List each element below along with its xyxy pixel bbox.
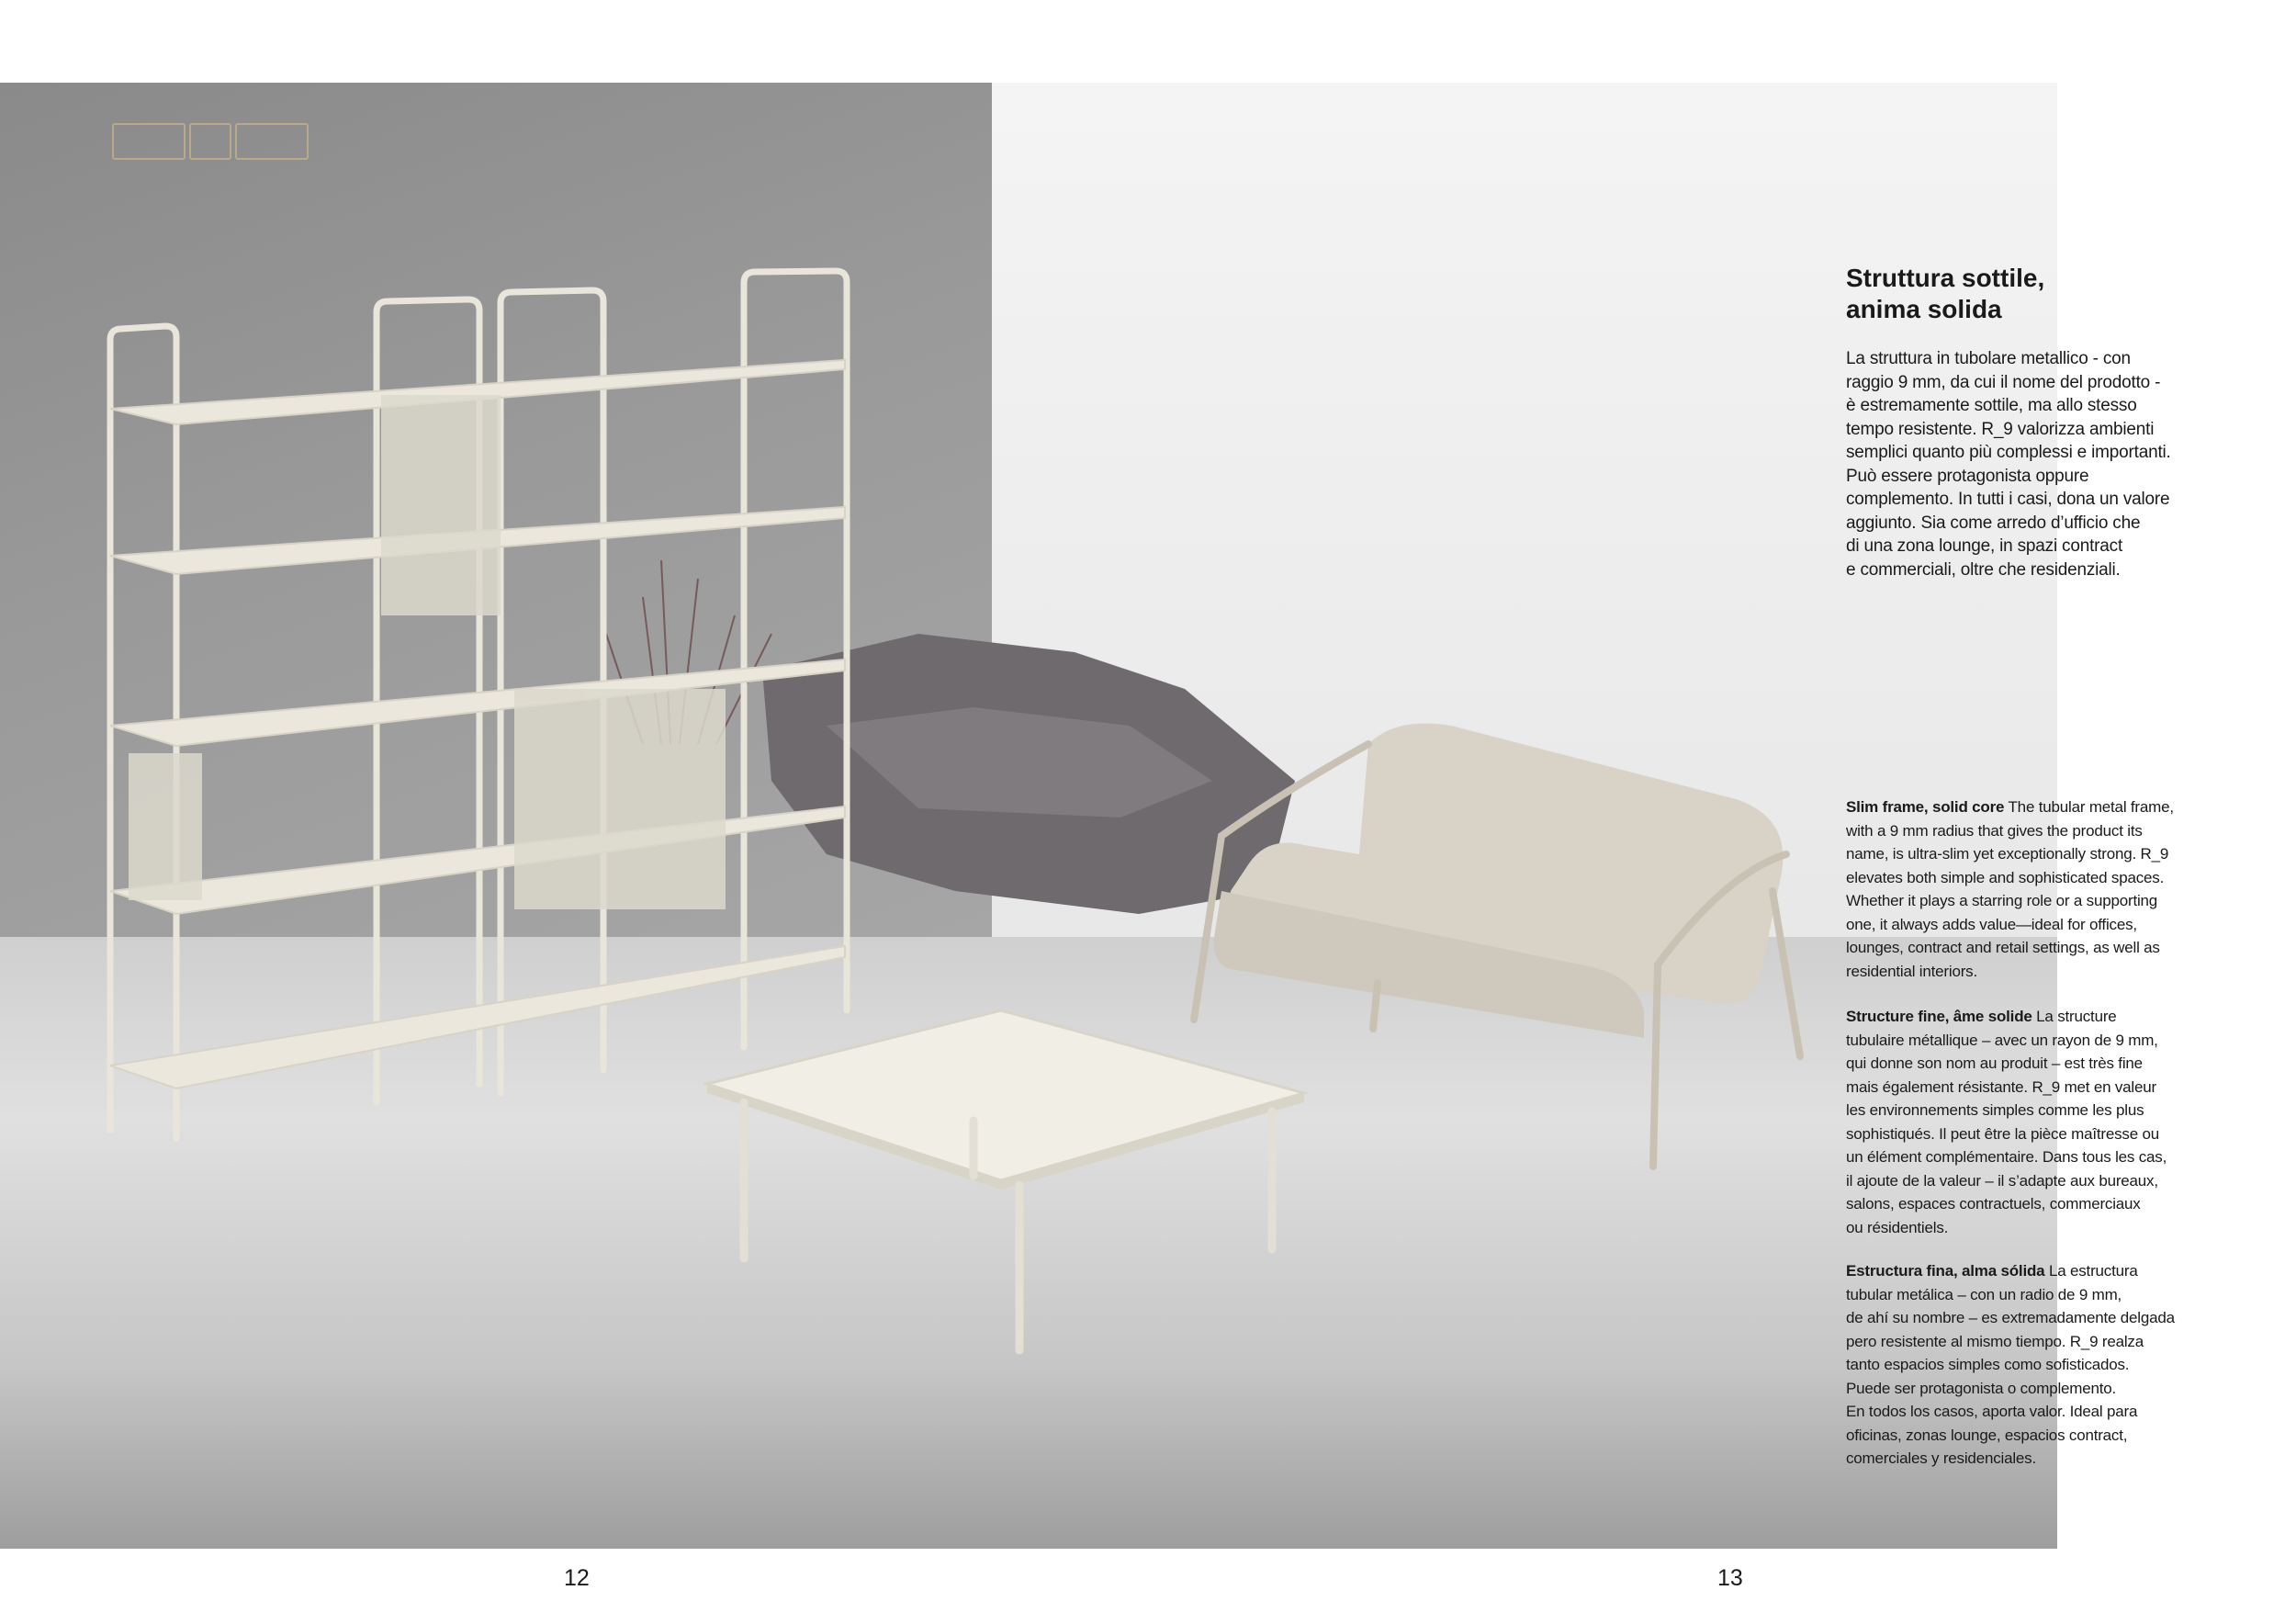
section-title: Estructura fina, alma sólida [1846,1262,2045,1280]
section-french [1846,1005,2213,1239]
section-text: The tubular metal frame, with a 9 mm radius that gives the product its name, is ultra-slim yet exceptionally strong. R_9 elevates both simple and sophisticated spaces. Whether it plays a starring role or a supporting one, it always adds value—ideal for offices, lounges, contract and retail settings, as well as residential interiors. [1846,798,2174,980]
logo-box [235,123,309,160]
furniture-photo [0,83,2057,1549]
intro-paragraph: La struttura in tubolare metallico - con raggio 9 mm, da cui il nome del prodotto - è estremamente sottile, ma allo stesso tempo resistente. R_9 valorizza ambienti semplici quanto più complessi e importanti. Può essere protagonista oppure complemento. In tutti i casi, dona un valore aggiunto. Sia come arredo d’ufficio che di una zona lounge, in spazi contract e commerciali, oltre che residenziali. [1846,349,2171,580]
section-english [1846,795,2213,983]
page-number-right: 13 [1717,1565,1743,1591]
page-number-left: 12 [564,1565,590,1591]
logo-box [112,123,186,160]
furniture-illustration [0,83,2057,1549]
section-text: La estructura tubular metálica – con un radio de 9 mm, de ahí su nombre – es extremadamente delgada pero resistente al mismo tiempo. R_9 realza tanto espacios simples como sofisticados. Puede ser protagonista o complemento. En todos los casos, aporta valor. Ideal para oficinas, zonas lounge, espacios contract, comerciales y residenciales. [1846,1262,2175,1467]
section-text: La structure tubulaire métallique – avec un rayon de 9 mm, qui donne son nom au produit – est très fine mais également résistante. R_9 met en valeur les environnements simples comme les plus sophistiqués. Il peut être la pièce maîtresse ou un élément complémentaire. Dans tous les cas, il ajoute de la valeur – il s’adapte aux bureaux, salons, espaces contractuels, commerciaux ou résidentiels. [1846,1008,2167,1236]
brand-logo [112,123,312,164]
section-title: Structure fine, âme solide [1846,1008,2032,1025]
logo-box [189,123,231,160]
coffee-table-shape [707,1010,1304,1350]
section-spanish [1846,1259,2213,1471]
bookshelf-panels [129,395,726,909]
headline: Struttura sottile, anima solida [1846,264,2045,323]
section-title: Slim frame, solid core [1846,798,2005,816]
